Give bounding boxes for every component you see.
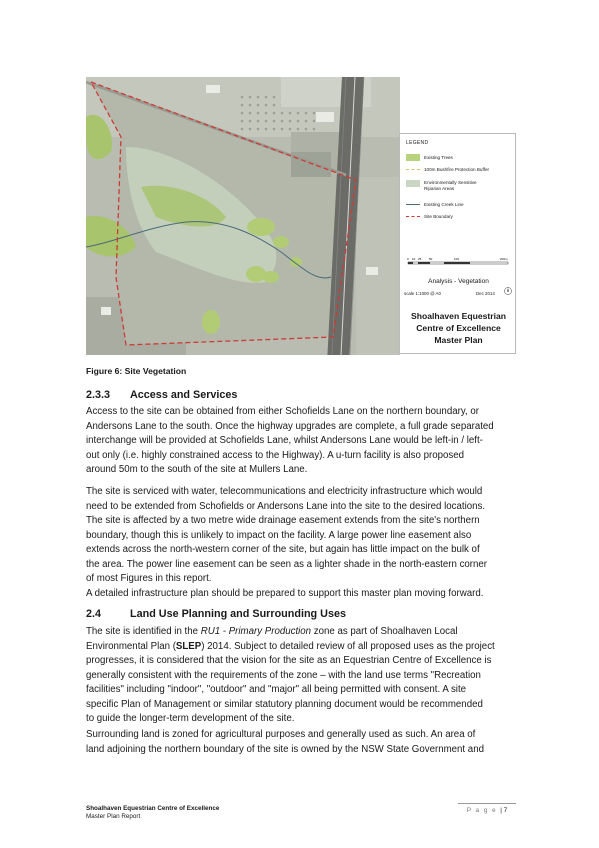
scale-tick: 25 (418, 257, 422, 261)
brand-line: Shoalhaven Equestrian (410, 311, 507, 321)
text-line: boundary, though this is unlikely to impact on the facility. A large power line easement also (86, 529, 472, 541)
text-line: Surrounding land is zoned for agricultural purposes and generally used as such. An area of (86, 729, 476, 740)
paragraph-infrastructure: A detailed infrastructure plan should be prepared to support this master plan moving forward. (86, 588, 484, 599)
scale-tick: 0 (407, 257, 409, 261)
text-line: specific Plan of Management or similar statutory planning document would be recommended (86, 698, 483, 710)
footer-document-title (86, 805, 219, 821)
section-heading-land-use (86, 608, 346, 620)
site-vegetation-map (86, 77, 400, 355)
text-line: interchange will be provided at Schofields Lane, whilst Andersons Lane would be left-in / left- (86, 435, 483, 446)
footer-line: Shoalhaven Equestrian Centre of Excellence (86, 805, 220, 812)
paragraph-access (86, 405, 516, 478)
section-number: 2.3.3 (86, 389, 111, 401)
scale-tick: 100 (454, 257, 460, 261)
text-line: of most Figures in this report. (86, 573, 212, 584)
text-line: need to be extended from Schofields or Andersons Lane into the site to the desired locations. (86, 500, 486, 512)
page-number-value: | 7 (500, 807, 508, 814)
scale-bar (406, 256, 512, 268)
legend-item-site-boundary (406, 214, 514, 219)
legend-item-existing-trees (406, 154, 514, 161)
text-line: The site is serviced with water, telecommunications and electricity infrastructure which would (86, 486, 483, 497)
legend-swatch (406, 154, 420, 161)
text-run: ) 2014. Subject to detailed review of all proposed uses as the project (201, 640, 495, 652)
page-number (458, 803, 516, 814)
text-line: generally consistent with the requirements of the zone – with the land use terms "Recreation (86, 669, 481, 681)
section-number: 2.4 (86, 608, 102, 620)
text-line: The site is affected by a two metre wide drainage easement extends from the site's northern (86, 515, 480, 526)
text-line: extends across the north-western corner of the site, but again has little impact on the bulk of (86, 544, 480, 555)
aerial-image (86, 77, 400, 355)
text-run: Environmental Plan ( (86, 640, 176, 652)
scale-tick: 50 (429, 257, 433, 261)
legend-label: 100m Bushfire Protection Buffer (424, 167, 490, 172)
brand-line: Master Plan (434, 335, 483, 345)
legend-item-riparian (406, 180, 514, 192)
legend-line (406, 216, 420, 217)
text-line: to guide the longer-term development of the site. (86, 713, 295, 724)
paragraph-surrounding (86, 728, 516, 757)
legend-label: Existing Trees (424, 155, 453, 160)
map-scale: scale 1:1000 @ A0 (404, 291, 441, 296)
plan-brand-title (400, 310, 517, 346)
legend-item-bushfire-buffer (406, 167, 514, 172)
text-run: The site is identified in the (86, 626, 201, 637)
slep-abbrev: SLEP (175, 640, 202, 652)
brand-line: Centre of Excellence (416, 323, 501, 333)
north-arrow-icon (504, 287, 512, 295)
legend-swatch (406, 180, 420, 187)
legend-label: Site Boundary (424, 214, 453, 219)
analysis-title: Analysis - Vegetation (428, 278, 489, 285)
zone-name: RU1 - Primary Production (200, 626, 312, 637)
legend-item-creek (406, 202, 514, 207)
text-line: around 50m to the south of the site at Mullers Lane. (86, 464, 308, 475)
page-label: P a g e (466, 807, 497, 814)
text-run: zone as part of Shoalhaven Local (311, 626, 458, 637)
legend-line (406, 169, 420, 170)
legend-line (406, 204, 420, 205)
legend-title: LEGEND (406, 140, 429, 146)
section-title: Access and Services (130, 389, 238, 401)
scale-tick: 200m (500, 257, 508, 261)
text-line: land adjoining the northern boundary of the site is owned by the NSW State Government and (86, 743, 484, 755)
section-title: Land Use Planning and Surrounding Uses (130, 608, 346, 620)
map-legend (399, 133, 516, 354)
footer-line: Master Plan Report (86, 813, 141, 820)
scale-tick: 10 (412, 257, 416, 261)
text-line: the area. The power line easement can be seen as a lighter shade in the north-eastern corner (86, 558, 488, 570)
legend-label: Environmentally Sensitive Riparian Areas (424, 180, 477, 191)
text-line: Access to the site can be obtained from either Schofields Lane on the northern boundary, or (86, 406, 479, 417)
map-date: Dec 2014 (476, 291, 495, 296)
figure-caption: Figure 6: Site Vegetation (86, 366, 187, 376)
text-line: out only (i.e. highly constrained access to the Highway). A u-turn facility is also proposed (86, 449, 465, 461)
text-line: Andersons Lane to the south. Once the highway upgrades are complete, a full grade separated (86, 420, 494, 432)
text-line: facilities" including "indoor", "outdoor" and "major" all being permitted with consent. A site (86, 684, 467, 695)
section-heading-access (86, 389, 237, 401)
legend-label: Existing Creek Line (424, 202, 464, 207)
paragraph-services (86, 485, 516, 587)
paragraph-land-use (86, 625, 516, 727)
text-line: progresses, it is considered that the vision for the site as an Equestrian Centre of Excellence is (86, 655, 492, 666)
